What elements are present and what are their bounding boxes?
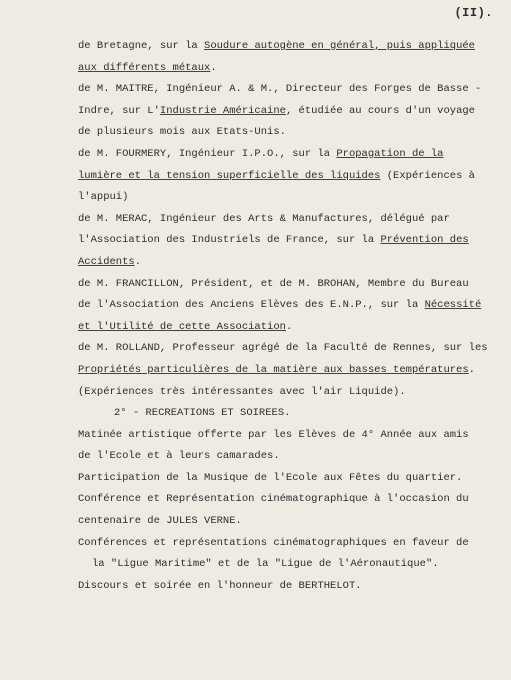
underlined-text: et l'Utilité de cette Association <box>78 320 286 333</box>
text-segment: , étudiée au cours d'un voyage <box>285 104 475 117</box>
text-line <box>78 79 508 101</box>
text-segment: de l'Ecole et à leurs camarades. <box>78 450 280 463</box>
text-line <box>78 425 508 447</box>
text-segment: Conférences et représentations cinématographiques en faveur de <box>78 536 469 549</box>
text-segment: de M. FRANCILLON, Président, et de M. BROHAN, Membre du Bureau <box>78 277 469 290</box>
text-line <box>78 317 508 339</box>
text-segment: l'Association des Industriels de France, sur la <box>78 234 381 247</box>
text-segment: . <box>134 255 142 268</box>
text-line <box>78 36 508 58</box>
text-line <box>78 576 508 598</box>
text-segment: de M. ROLLAND, Professeur agrégé de la Faculté de Rennes, sur les <box>78 342 488 355</box>
text-line <box>78 166 508 188</box>
text-line <box>78 382 508 404</box>
text-segment: de Bretagne, sur la <box>78 40 205 52</box>
text-segment: la "Ligue Maritime" et de la "Ligue de l'Aéronautique". <box>92 558 439 571</box>
text-segment: (Expériences très intéressantes avec l'air Liquide). <box>78 385 406 398</box>
underlined-text: Propriétés particulières de la matière aux basses températures <box>78 363 469 376</box>
text-segment: de plusieurs mois aux Etats-Unis. <box>78 126 286 139</box>
text-segment: l'appui) <box>78 191 129 204</box>
text-segment: Participation de la Musique de l'Ecole aux Fêtes du quartier. <box>78 471 463 484</box>
underlined-text: lumière et la tension superficielle des liquides <box>78 169 381 182</box>
text-line <box>78 360 508 382</box>
text-line <box>78 209 508 231</box>
text-segment: (Expériences à <box>380 169 475 182</box>
text-line <box>78 187 508 209</box>
text-line <box>78 252 508 274</box>
text-segment: 2° - RECREATIONS ET SOIREES. <box>114 407 291 420</box>
underlined-text: Prévention des <box>380 234 469 247</box>
text-line <box>78 101 508 123</box>
text-line <box>78 230 508 252</box>
underlined-text: Propagation de la <box>336 147 444 160</box>
text-segment: centenaire de JULES VERNE. <box>78 515 242 528</box>
text-segment: Matinée artistique offerte par les Elèves de 4° Année aux amis <box>78 428 469 441</box>
text-line <box>78 468 508 490</box>
text-line <box>78 338 508 360</box>
text-segment: Indre, sur L' <box>78 104 160 117</box>
text-segment: Conférence et Représentation cinématographique à l'occasion du <box>78 493 469 506</box>
text-segment: Discours et soirée en l'honneur de BERTHELOT. <box>78 579 362 592</box>
text-line <box>78 489 508 511</box>
text-segment: . <box>285 320 293 333</box>
text-line <box>78 511 508 533</box>
underlined-text: aux différents métaux <box>78 61 211 74</box>
text-line <box>78 122 508 144</box>
text-line <box>78 58 508 80</box>
text-segment: de M. FOURMERY, Ingénieur I.P.O., sur la <box>78 147 337 160</box>
text-line <box>78 533 508 555</box>
text-segment: . <box>468 363 475 376</box>
text-line <box>78 403 508 425</box>
underlined-text: Soudure autogène en général, puis appliquée <box>204 40 475 52</box>
page-number: (II). <box>454 6 493 20</box>
underlined-text: Industrie Américaine <box>159 104 286 117</box>
text-line <box>78 274 508 296</box>
text-line <box>78 144 508 166</box>
text-line <box>78 554 508 576</box>
text-segment: de l'Association des Anciens Elèves des E.N.P., sur la <box>78 299 425 312</box>
underlined-text: Nécessité <box>424 299 482 312</box>
text-line <box>78 295 508 317</box>
text-segment: de M. MAITRE, Ingénieur A. & M., Directeur des Forges de Basse - <box>78 83 482 96</box>
text-line <box>78 446 508 468</box>
text-segment: . <box>210 61 217 74</box>
underlined-text: Accidents <box>78 255 135 268</box>
text-segment: de M. MERAC, Ingénieur des Arts & Manufactures, délégué par <box>78 212 450 225</box>
body-text <box>78 36 508 597</box>
